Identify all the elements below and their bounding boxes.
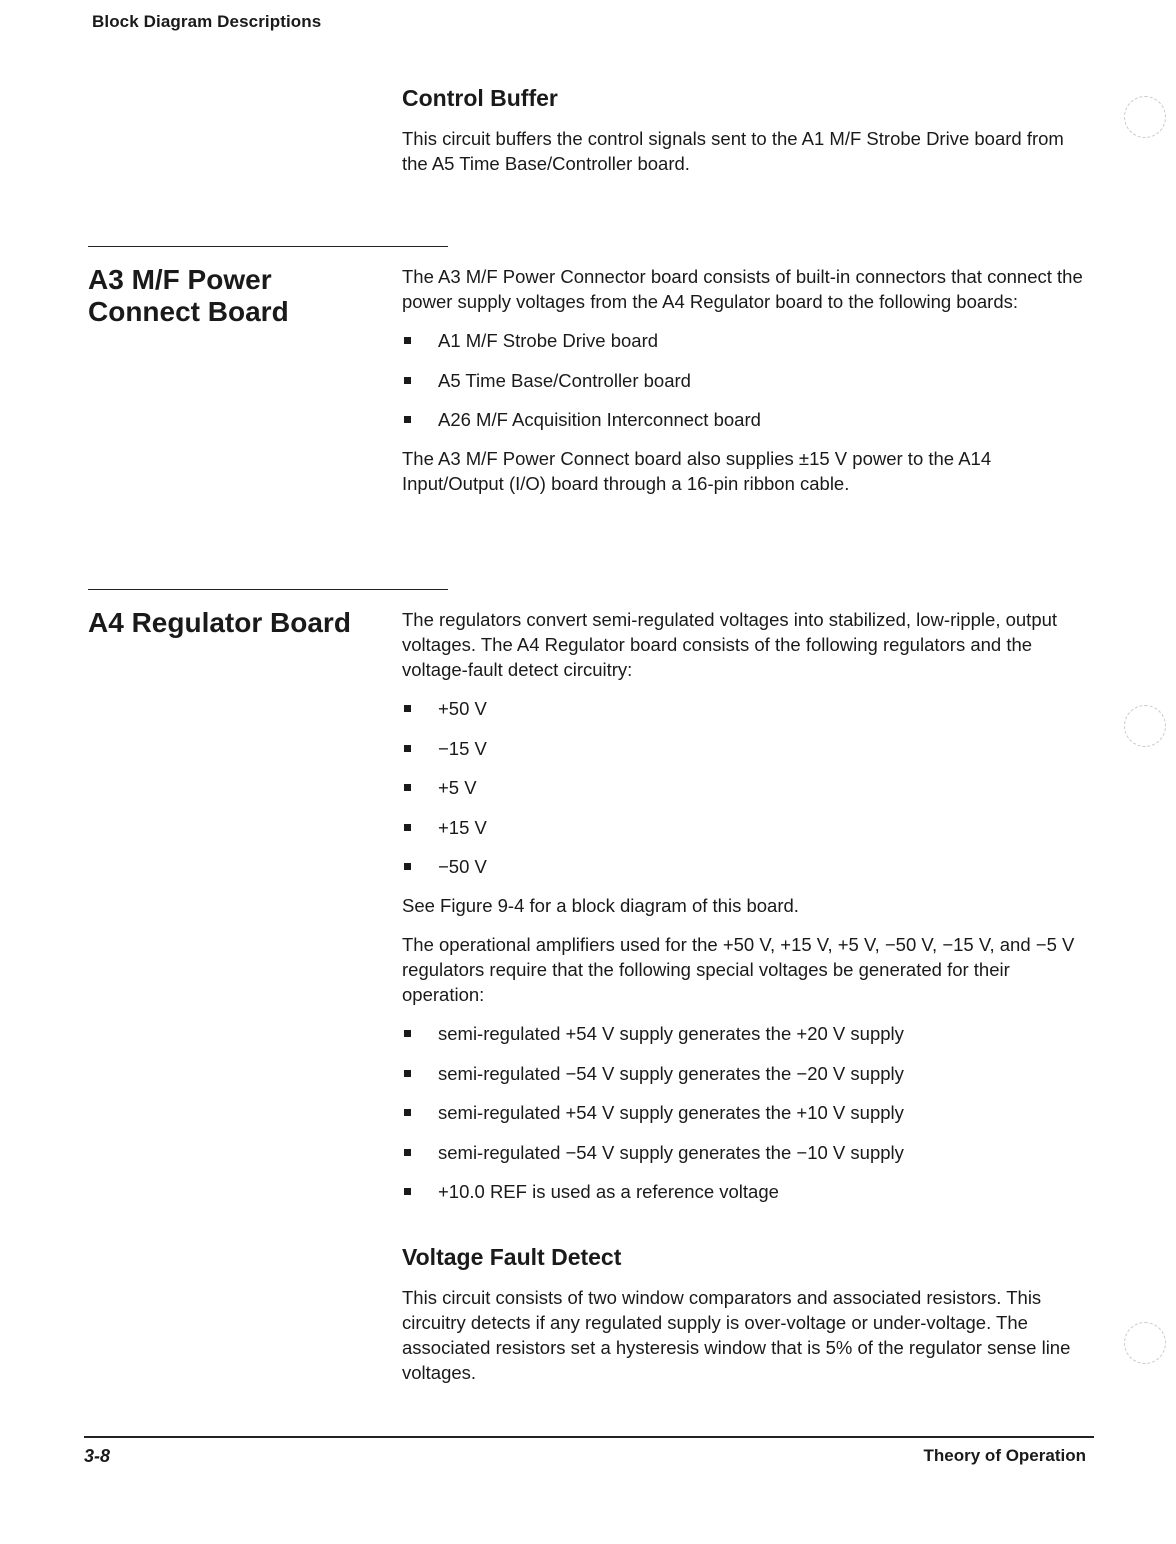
list-item-text: +10.0 REF is used as a reference voltage (438, 1181, 779, 1202)
a4-section (402, 607, 1092, 1218)
bullet-square-icon (404, 1030, 411, 1037)
a4-intro: The regulators convert semi-regulated voltages into stabilized, low-ripple, output voltages. The A4 Regulator board consists of the following regulators and the voltage-fault detect circuitry: (402, 609, 1058, 680)
list-item-text: +5 V (438, 777, 477, 798)
list-item-text: −50 V (438, 856, 487, 877)
control-buffer-text: This circuit buffers the control signals sent to the A1 M/F Strobe Drive board from the A5 Time Base/Controller board. (402, 128, 1064, 174)
a3-board-list (402, 328, 1092, 432)
bullet-square-icon (404, 745, 411, 752)
list-item (402, 696, 1092, 721)
bullet-square-icon (404, 1188, 411, 1195)
list-item (402, 1021, 1092, 1046)
a4-heading: A4 Regulator Board (88, 607, 351, 638)
a3-heading-line1: A3 M/F Power (88, 264, 272, 295)
control-buffer-section (402, 84, 1092, 190)
list-item-text: semi-regulated +54 V supply generates the +20 V supply (438, 1023, 904, 1044)
punch-hole-top (1124, 96, 1166, 138)
bullet-square-icon (404, 337, 411, 344)
bullet-square-icon (404, 1109, 411, 1116)
a3-intro: The A3 M/F Power Connector board consists of built-in connectors that connect the power supply voltages from the A4 Regulator board to the following boards: (402, 266, 1083, 312)
list-item-text: +50 V (438, 698, 487, 719)
list-item (402, 854, 1092, 879)
a3-closing: The A3 M/F Power Connect board also supplies ±15 V power to the A14 Input/Output (I/O) board through a 16-pin ribbon cable. (402, 448, 992, 494)
bullet-square-icon (404, 784, 411, 791)
page-number: 3-8 (84, 1446, 111, 1466)
list-item (402, 736, 1092, 761)
a4-special-voltage-list (402, 1021, 1092, 1204)
punch-hole-middle (1124, 705, 1166, 747)
a4-section-rule (88, 589, 448, 590)
list-item-text: semi-regulated −54 V supply generates the −10 V supply (438, 1141, 904, 1163)
list-item (402, 1100, 1092, 1125)
control-buffer-title: Control Buffer (402, 85, 558, 111)
bullet-square-icon (404, 377, 411, 384)
a3-heading (88, 264, 388, 328)
list-item (402, 407, 1092, 432)
a4-regulator-list (402, 696, 1092, 879)
voltage-fault-section (402, 1243, 1092, 1399)
bullet-square-icon (404, 824, 411, 831)
voltage-fault-title: Voltage Fault Detect (402, 1244, 622, 1270)
list-item-text: A1 M/F Strobe Drive board (438, 330, 659, 351)
bullet-square-icon (404, 863, 411, 870)
a4-figure-reference: See Figure 9-4 for a block diagram of this board. (402, 895, 799, 916)
voltage-fault-text: This circuit consists of two window comparators and associated resistors. This circuitry detects if any regulated supply is over-voltage or under-voltage. The associated resistors set a hysteresis window that is 5% of the regulator sense line voltages. (402, 1287, 1071, 1383)
list-item (402, 1179, 1092, 1204)
bullet-square-icon (404, 1070, 411, 1077)
bullet-square-icon (404, 705, 411, 712)
list-item-text: semi-regulated +54 V supply generates the +10 V supply (438, 1102, 904, 1123)
list-item (402, 368, 1092, 393)
a4-opamp-text: The operational amplifiers used for the +50 V, +15 V, +5 V, −50 V, −15 V, and −5 V regulators require that the following special voltages be generated for their operation: (402, 934, 1075, 1005)
a3-heading-line2: Connect Board (88, 296, 289, 327)
a3-section-rule (88, 246, 448, 247)
list-item (402, 328, 1092, 353)
list-item-text: A5 Time Base/Controller board (438, 369, 691, 391)
running-head: Block Diagram Descriptions (92, 12, 322, 31)
footer-rule (84, 1436, 1094, 1438)
a3-section (402, 264, 1092, 510)
list-item-text: A26 M/F Acquisition Interconnect board (438, 409, 761, 430)
list-item (402, 775, 1092, 800)
footer-section-title: Theory of Operation (923, 1446, 1086, 1465)
bullet-square-icon (404, 416, 411, 423)
list-item-text: −15 V (438, 737, 487, 759)
list-item (402, 815, 1092, 840)
list-item-text: +15 V (438, 816, 487, 838)
list-item (402, 1140, 1092, 1165)
list-item-text: semi-regulated −54 V supply generates the −20 V supply (438, 1062, 904, 1084)
punch-hole-bottom (1124, 1322, 1166, 1364)
bullet-square-icon (404, 1149, 411, 1156)
list-item (402, 1061, 1092, 1086)
